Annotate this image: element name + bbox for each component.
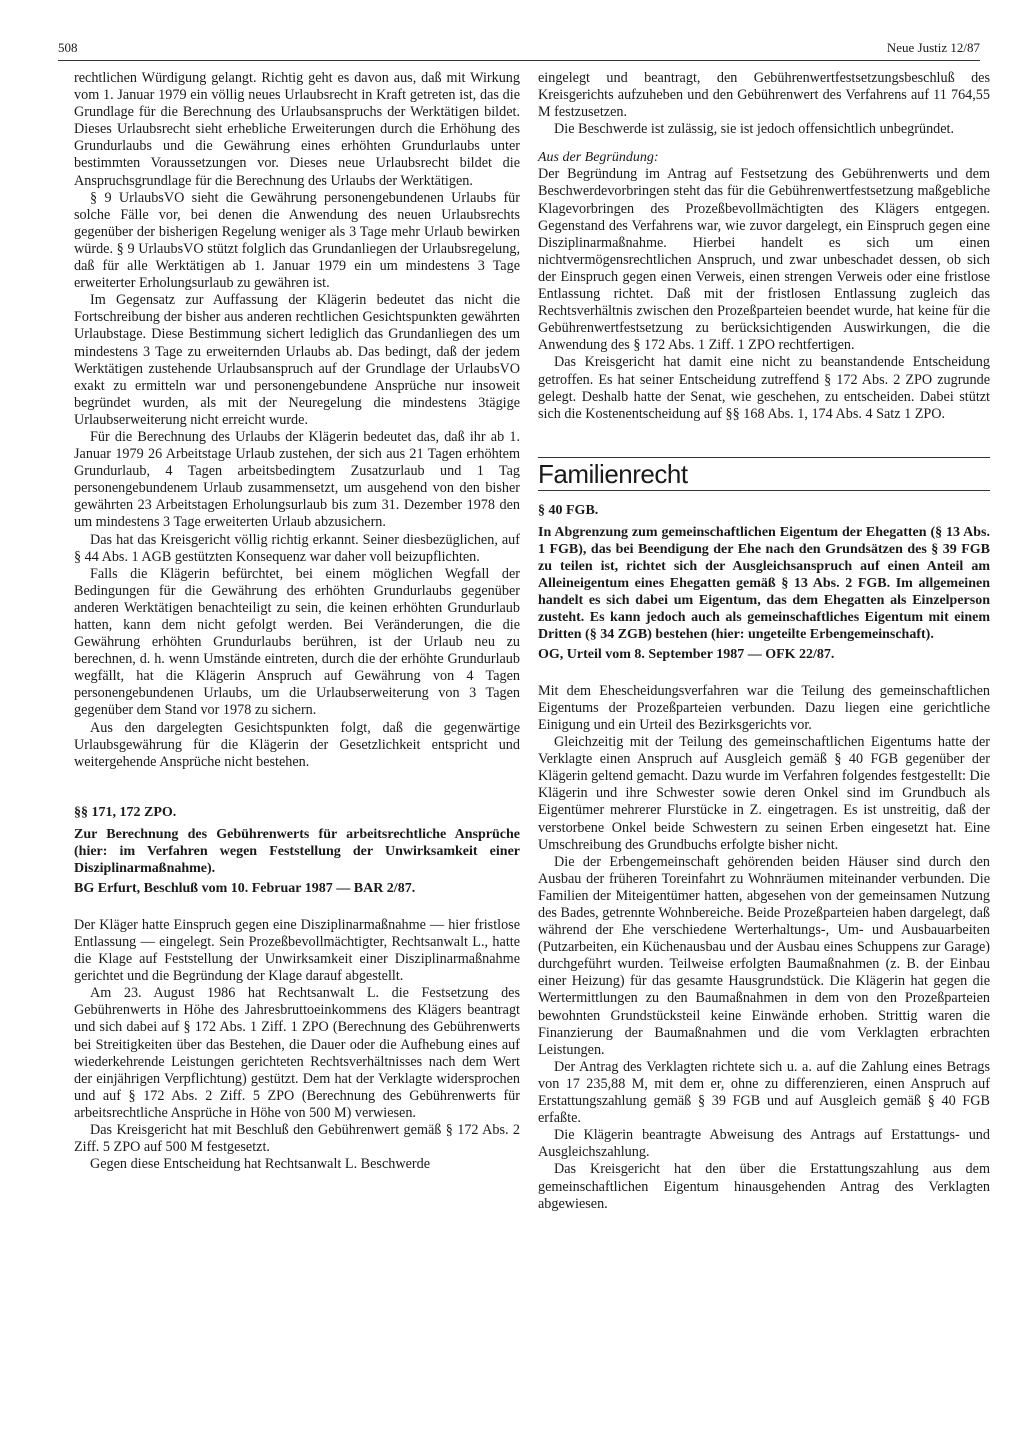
paragraph: Das Kreisgericht hat den über die Erstattungszahlung aus dem gemeinschaftlichen Eigentum hinausgehenden Antrag des Verklagten abgewiesen. [538, 1161, 990, 1212]
paragraph: Falls die Klägerin befürchtet, bei einem möglichen Wegfall der Bedingungen für die Gewährung des erhöhten Grundurlaubs gegenüber anderen Werktätigen benachteiligt zu sein, die keinen erhöhten Grundurlaub hatten, kann dem nicht gefolgt werden. Bei Veränderungen, die die Gewährung erhöhten Grundurlaubs berühren, ist der Urlaub neu zu berechnen, d. h. wenn Umstände eintreten, durch die der erhöhte Grundurlaub wegfällt, hat die Klägerin Anspruch auf Gewährung von 4 Tagen personengebundenen Urlaubs, um die Urlaubserweiterung von 3 Tagen gegenüber dem Stand vor 1978 zu sichern. [74, 565, 520, 719]
court-citation: BG Erfurt, Beschluß vom 10. Februar 1987 — BAR 2/87. [74, 880, 416, 896]
paragraph: Die Klägerin beantragte Abweisung des Antrags auf Erstattungs- und Ausgleichszahlung. [538, 1127, 990, 1161]
paragraph: rechtlichen Würdigung gelangt. Richtig geht es davon aus, daß mit Wirkung vom 1. Januar 1979 ein völlig neues Urlaubsrecht in Kraft getreten ist, das die Grundlage für die Berechnung des Urlaubsanspruchs der Werktätigen bildet. Dieses Urlaubsrecht sieht erhebliche Erweiterungen durch die Erhöhung des Grundurlaubs und die Gewährung eines erhöhten Grundurlaubs unter bestimmten Voraussetzungen vor. Dieses neue Urlaubsrecht bildet die Anspruchsgrundlage für die Berechnung des Urlaubs der Werktätigen. [74, 70, 520, 189]
paragraph: eingelegt und beantragt, den Gebührenwertfestsetzungsbeschluß des Kreisgerichts aufzuheben und den Gebührenwert des Verfahrens auf 11 764,55 M festzusetzen. [538, 70, 990, 121]
headnote: In Abgrenzung zum gemeinschaftlichen Eigentum der Ehegatten (§ 13 Abs. 1 FGB), das bei Beendigung der Ehe nach den Grundsätzen des § 39 FGB zu teilen ist, richtet sich der Ausgleichsanspruch auf einen Anteil am Alleineigentum eines Ehegatten gemäß § 13 Abs. 2 FGB. Im allgemeinen handelt es sich dabei um Eigentum, das dem Ehegatten als Einzelperson zusteht. Es kann jedoch auch als gemeinschaftliches Eigentum mit einem Dritten (§ 34 ZGB) bestehen (hier: ungeteilte Erbengemeinschaft). [538, 524, 990, 642]
paragraph: Für die Berechnung des Urlaubs der Klägerin bedeutet das, daß ihr ab 1. Januar 1979 26 Arbeitstage Urlaub zustehen, der sich aus 21 Tagen erhöhtem Grundurlaub, 4 Tagen arbeitsbedingtem Zusatzurlaub und 1 Tag personengebundenem Urlaub zusammensetzt, um ausgehend von den bisher gewährten 23 Arbeitstagen Erholungsurlaub bis zum 31. Dezember 1978 den um mindestens 3 Tage erweiterten Urlaub abzusichern. [74, 428, 520, 531]
paragraph: Der Kläger hatte Einspruch gegen eine Disziplinarmaßnahme — hier fristlose Entlassung — eingelegt. Sein Prozeßbevollmächtigter, Rechtsanwalt L., hatte die Klage auf Feststellung der Unwirksamkeit einer Disziplinarmaßnahme gerichtet und die Begründung der Klage darauf abgestellt. [74, 916, 520, 985]
paragraph: Die Beschwerde ist zulässig, sie ist jedoch offensichtlich unbegründet. [554, 121, 955, 138]
norm-reference: § 40 FGB. [538, 502, 599, 518]
paragraph: Der Antrag des Verklagten richtete sich u. a. auf die Zahlung eines Betrags von 17 235,88 M, mit dem er, ohne zu differenzieren, einen Anspruch auf Erstattungszahlung gemäß § 39 FGB und auf Ausgleich gemäß § 40 FGB erfaßte. [538, 1058, 990, 1127]
paragraph: Gleichzeitig mit der Teilung des gemeinschaftlichen Eigentums hatte der Verklagte einen Anspruch auf Ausgleich gemäß § 40 FGB gegenüber der Klägerin geltend gemacht. Dazu wurde im Verfahren folgendes festgestellt: Die Klägerin und ihre Schwester sowie deren Onkel sind im Grundbuch als Eigentümer mehrerer Flurstücke in Z. eingetragen. Es ist unstreitig, daß der verstorbene Onkel beide Schwestern zu seinen Erben eingesetzt hat. Eine Umschreibung des Grundbuchs erfolgte bisher nicht. [538, 734, 990, 853]
left-column [74, 70, 520, 1173]
paragraph: Der Begründung im Antrag auf Festsetzung des Gebührenwerts und dem Beschwerdevorbringen steht das für die Gebührenwertfestsetzung maßgebliche Klagevorbringen des Prozeßbevollmächtigten des Klägers entgegen. Gegenstand des Verfahrens war, wie zuvor dargelegt, ein Einspruch gegen eine Disziplinarmaßnahme. Hierbei handelt es sich um einen nichtvermögensrechtlichen Anspruch, und zwar unbeschadet dessen, ob sich der Einspruch gegen einen Verweis, einen strengen Verweis oder eine fristlose Entlassung richtet. Daß mit der fristlosen Entlassung zugleich das Rechtsverhältnis zwischen den Prozeßparteien beendet wurde, hat keine für die Gebührenwertfestsetzung zu berücksichtigenden Auswirkungen, die die Anwendung des § 172 Abs. 1 Ziff. 1 ZPO rechtfertigen. [538, 166, 990, 354]
paragraph: § 9 UrlaubsVO sieht die Gewährung personengebundenen Urlaubs für solche Fälle vor, bei denen die Anwendung des neuen Urlaubsrechts gegenüber der bisherigen Regelung weniger als 3 Tage mehr Urlaub bewirken würde. § 9 UrlaubsVO stützt folglich das Grundanliegen der Urlaubsregelung, daß für alle Werktätigen ab 1. Januar 1979 ein um mindestens 3 Tage erweiterter Erholungsurlaub zu gewähren ist. [74, 189, 520, 292]
reasons-label: Aus der Begründung: [538, 150, 659, 166]
paragraph: Am 23. August 1986 hat Rechtsanwalt L. die Festsetzung des Gebührenwerts in Höhe des Jahresbruttoeinkommens des Klägers beantragt und sich dabei auf § 172 Abs. 1 Ziff. 1 ZPO (Berechnung des Gebührenwerts bei Streitigkeiten über das Bestehen, die Dauer oder die Aufhebung eines auf wiederkehrende Leistungen gerichteten Rechtsverhältnisses nach dem Wert der einjährigen Verpflichtung) gestützt. Dem hat der Verklagte widersprochen und auf § 172 Abs. 2 Ziff. 5 ZPO (Berechnung des Gebührenwerts für arbeitsrechtliche Ansprüche in Höhe von 500 M) verwiesen. [74, 985, 520, 1121]
paragraph: Das hat das Kreisgericht völlig richtig erkannt. Seiner diesbezüglichen, auf § 44 Abs. 1 AGB gestützten Konsequenz war daher voll beizupflichten. [74, 531, 520, 565]
paragraph: Das Kreisgericht hat mit Beschluß den Gebührenwert gemäß § 172 Abs. 2 Ziff. 5 ZPO auf 500 M festgesetzt. [74, 1121, 520, 1156]
journal-issue: Neue Justiz 12/87 [886, 40, 980, 55]
paragraph: Aus den dargelegten Gesichtspunkten folgt, daß die gegenwärtige Urlaubsgewährung für die Klägerin der Gesetzlichkeit entspricht und weitergehende Ansprüche nicht bestehen. [74, 719, 520, 770]
paragraph: Das Kreisgericht hat damit eine nicht zu beanstandende Entscheidung getroffen. Es hat seiner Entscheidung zutreffend § 172 Abs. 2 ZPO zugrunde gelegt. Deshalb hatte der Senat, wie geschehen, zu entscheiden. Dabei stützt sich die Kostenentscheidung auf §§ 168 Abs. 1, 174 Abs. 4 Satz 1 ZPO. [538, 354, 990, 422]
paragraph: Gegen diese Entscheidung hat Rechtsanwalt L. Beschwerde [90, 1156, 430, 1173]
headnote: Zur Berechnung des Gebührenwerts für arbeitsrechtliche Ansprüche (hier: im Verfahren wegen Feststellung der Unwirksamkeit einer Disziplinarmaßnahme). [74, 826, 520, 876]
paragraph: Im Gegensatz zur Auffassung der Klägerin bedeutet das nicht die Fortschreibung der bisher aus anderen rechtlichen Gesichtspunkten gewährten Urlaubstage. Diese Bestimmung sichert lediglich das Grundanliegen des um mindestens 3 Tage zu erweiternden Urlaubs ab. Das bedingt, daß der jedem Werktätigen zustehende Urlaubsanspruch auf der Grundlage der UrlaubsVO exakt zu ermitteln war und personengebundene Ansprüche nur insoweit begründet wurden, als mit der Neuregelung die mindestens 3tägige Urlaubserweiterung nicht erreicht wurde. [74, 292, 520, 428]
section-title: Familienrecht [538, 458, 688, 489]
header-rule [58, 60, 980, 61]
norm-reference: §§ 171, 172 ZPO. [74, 804, 177, 820]
court-citation: OG, Urteil vom 8. September 1987 — OFK 22/87. [538, 646, 835, 662]
right-column [538, 70, 990, 1213]
paragraph: Die der Erbengemeinschaft gehörenden beiden Häuser sind durch den Ausbau der früheren Toreinfahrt zu Wohnräumen miteinander verbunden. Die Familien der Miteigentümer hatten, abgesehen von der gemeinsamen Nutzung des Bades, getrennte Wohnbereiche. Beide Prozeßparteien haben dargelegt, daß während der Ehe verschiedene Werterhaltungs-, Um- und Ausbauarbeiten (Putzarbeiten, ein Küchenausbau und der Ausbau eines Schuppens zur Garage) durchgeführt wurden. Teilweise erfolgten Baumaßnahmen (z. B. der Einbau einer Heizung) für das gesamte Hausgrundstück. Die Klägerin hat gegen die Wertermittlungen zu den Baumaßnahmen in dem von den Prozeßparteien bewohnten Grundstücksteil keine Einwände erhoben. Strittig waren die Finanzierung der Baumaßnahmen und die vom Verklagten erbrachten Leistungen. [538, 853, 990, 1058]
paragraph: Mit dem Ehescheidungsverfahren war die Teilung des gemeinschaftlichen Eigentums der Prozeßparteien verbunden. Dazu liegen eine gerichtliche Einigung und ein Urteil des Bezirksgerichts vor. [538, 682, 990, 733]
page-number: 508 [58, 40, 78, 55]
